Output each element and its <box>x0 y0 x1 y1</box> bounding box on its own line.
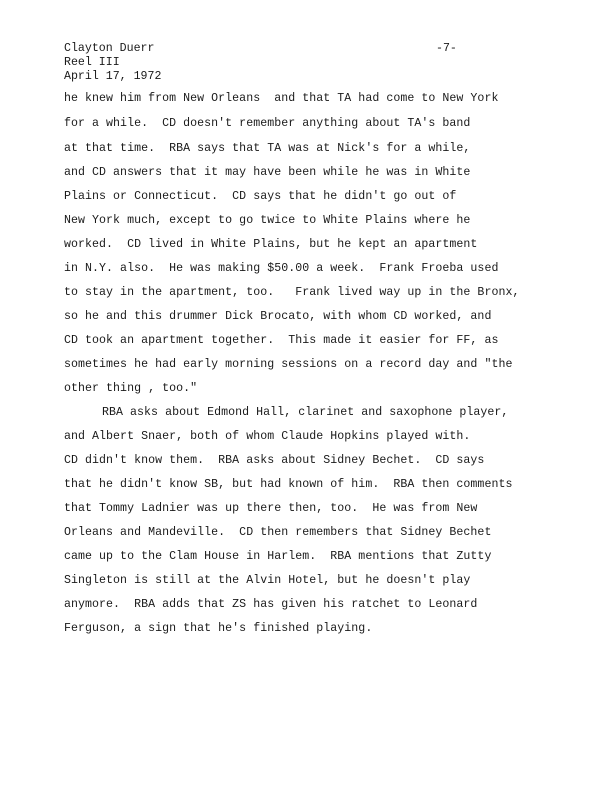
paragraph-first-line: RBA asks about Edmond Hall, clarinet and saxophone player, <box>102 406 509 419</box>
body-line: New York much, except to go twice to White Plains where he <box>64 214 471 227</box>
body-line: sometimes he had early morning sessions on a record day and "the <box>64 358 513 371</box>
body-line: Orleans and Mandeville. CD then remembers that Sidney Bechet <box>64 526 492 539</box>
body-line: CD took an apartment together. This made it easier for FF, as <box>64 334 499 347</box>
body-line: for a while. CD doesn't remember anything about TA's band <box>64 117 471 130</box>
body-line: CD didn't know them. RBA asks about Sidney Bechet. CD says <box>64 454 485 467</box>
body-line: Ferguson, a sign that he's finished playing. <box>64 622 373 635</box>
body-line: to stay in the apartment, too. Frank lived way up in the Bronx, <box>64 286 520 299</box>
interviewee-name: Clayton Duerr <box>64 42 155 55</box>
body-line: that Tommy Ladnier was up there then, too. He was from New <box>64 502 478 515</box>
body-line: he knew him from New Orleans and that TA had come to New York <box>64 92 499 105</box>
interview-date: April 17, 1972 <box>64 70 162 83</box>
body-line: came up to the Clam House in Harlem. RBA mentions that Zutty <box>64 550 492 563</box>
body-line: at that time. RBA says that TA was at Nick's for a while, <box>64 142 471 155</box>
body-line: Singleton is still at the Alvin Hotel, but he doesn't play <box>64 574 471 587</box>
page-number: -7- <box>436 42 457 55</box>
body-line: and Albert Snaer, both of whom Claude Hopkins played with. <box>64 430 471 443</box>
body-line: and CD answers that it may have been while he was in White <box>64 166 471 179</box>
body-line: anymore. RBA adds that ZS has given his ratchet to Leonard <box>64 598 478 611</box>
body-line: other thing , too." <box>64 382 198 395</box>
body-line: Plains or Connecticut. CD says that he didn't go out of <box>64 190 457 203</box>
body-line: that he didn't know SB, but had known of him. RBA then comments <box>64 478 513 491</box>
reel-label: Reel III <box>64 56 120 69</box>
body-line: in N.Y. also. He was making $50.00 a week. Frank Froeba used <box>64 262 499 275</box>
body-line: worked. CD lived in White Plains, but he kept an apartment <box>64 238 478 251</box>
body-line: so he and this drummer Dick Brocato, with whom CD worked, and <box>64 310 492 323</box>
